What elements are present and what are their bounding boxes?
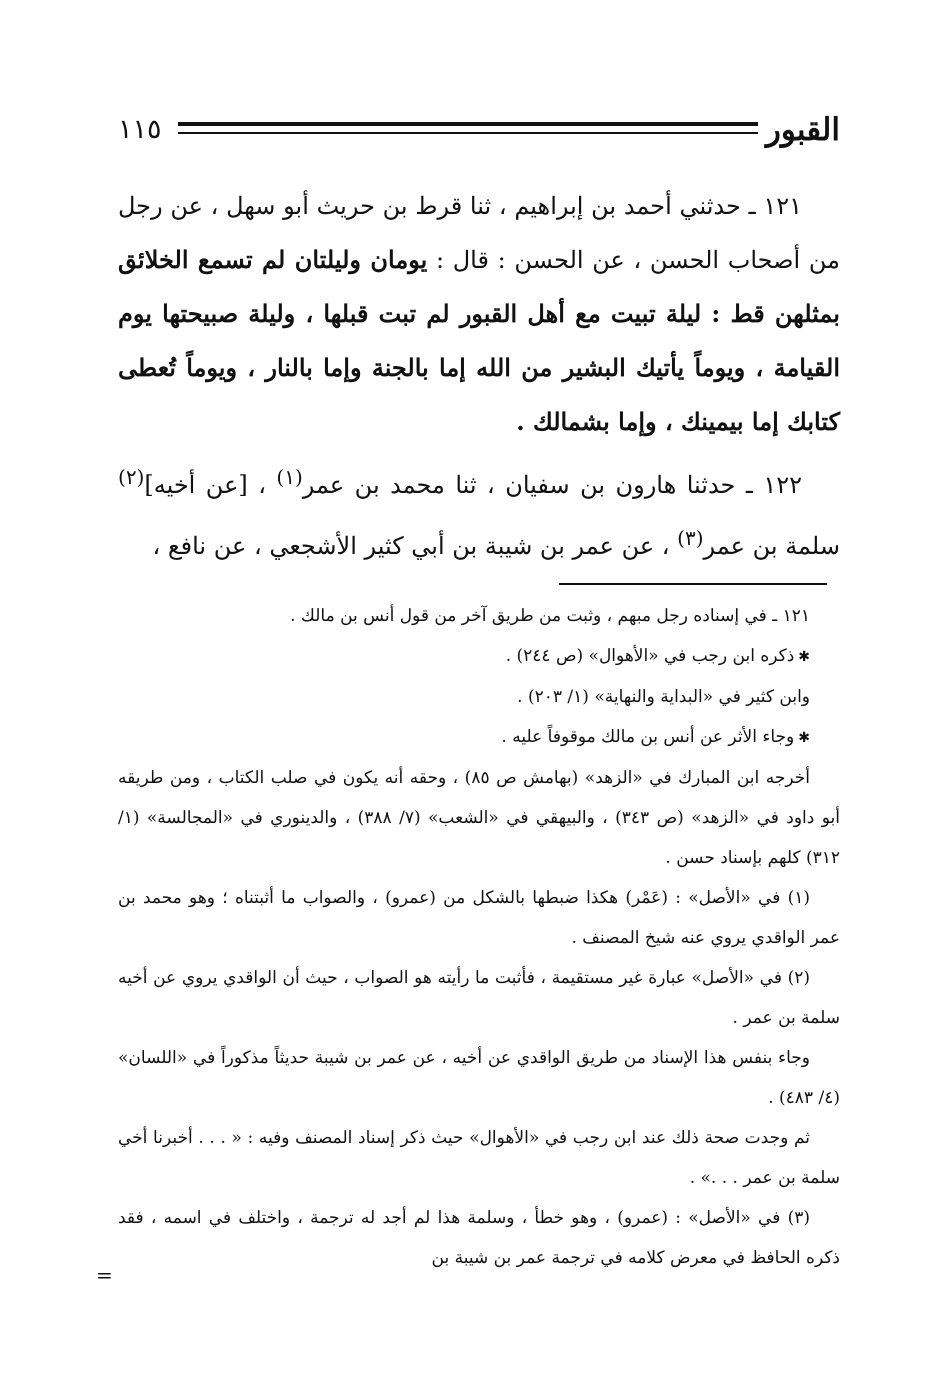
footnote-3: (٣) في «الأصل» : (عمرو) ، وهو خطأ ، وسلمة هذا لم أجد له ترجمة ، واختلف في اسمه ، فقد ذكره الحافظ في معرض كلامه في ترجمة عمر بن شيبة بن [118, 1208, 840, 1268]
footnote-star-2: ✱وجاء الأثر عن أنس بن مالك موقوفاً عليه . [501, 727, 810, 747]
footnote-line: ثم وجدت صحة ذلك عند ابن رجب في «الأهوال» حيث ذكر إسناد المصنف وفيه : « . . . أخبرنا أخي سلمة بن عمر . . .» . [118, 1128, 840, 1188]
footnote-separator [559, 583, 827, 585]
hadith-122-part-c: سلمة بن عمر [703, 532, 840, 560]
hadith-121 [118, 180, 840, 449]
hadith-121-chain: ١٢١ ـ حدثني أحمد بن إبراهيم ، ثنا قرط بن حريث أبو سهل ، عن رجل من أصحاب الحسن ، عن الحسن : قال : [118, 192, 841, 274]
running-title: القبور [765, 112, 840, 148]
main-text [118, 180, 840, 575]
continuation-mark: = [96, 1263, 113, 1287]
footnote-marker-1: (١) [276, 465, 303, 489]
footnotes [118, 596, 840, 1278]
hadith-122-part-d: ، عن عمر بن شيبة بن أبي كثير الأشجعي ، عن نافع ، [152, 532, 678, 560]
header-rule [178, 122, 758, 134]
hadith-122-part-a: ١٢٢ ـ حدثنا هارون بن سفيان ، ثنا محمد بن عمر [302, 471, 803, 499]
hadith-121-text: يومان وليلتان لم تسمع الخلائق بمثلهن قط : ليلة تبيت مع أهل القبور لم تبت قبلها ، وليلة صبيحتها يوم القيامة ، ويوماً يأتيك البشير من الله إما بالجنة وإما بالنار ، ويوماً تُعطى كتابك إما بيمينك ، وإما بشمالك . [118, 245, 840, 436]
footnote-121: ١٢١ ـ في إسناده رجل مبهم ، وثبت من طريق آخر من قول أنس بن مالك . [290, 606, 810, 626]
footnote-line: وابن كثير في «البداية والنهاية» (١/ ٢٠٣) . [517, 687, 810, 707]
footnote-star-1: ✱ذكره ابن رجب في «الأهوال» (ص ٢٤٤) . [505, 646, 810, 666]
footnote-marker-3: (٣) [677, 526, 704, 550]
star-icon: ✱ [798, 649, 810, 665]
footnote-marker-2: (٢) [118, 465, 145, 489]
page-header [118, 108, 840, 158]
star-icon: ✱ [798, 730, 810, 746]
footnote-line: وجاء بنفس هذا الإسناد من طريق الواقدي عن أخيه ، عن عمر بن شيبة حديثاً مذكوراً في «اللسان» (٤/ ٤٨٣) . [118, 1048, 840, 1108]
footnote-1: (١) في «الأصل» : (عَمْر) هكذا ضبطها بالشكل من (عمرو) ، والصواب ما أثبتناه ؛ وهو محمد بن عمر الواقدي يروي عنه شيخ المصنف . [118, 888, 840, 948]
footnote-2: (٢) في «الأصل» عبارة غير مستقيمة ، فأثبت ما رأيته هو الصواب ، حيث أن الواقدي يروي عن أخيه سلمة بن عمر . [118, 968, 840, 1028]
page-number: ١١٥ [118, 114, 162, 145]
hadith-122-part-b: ، [عن أخيه] [144, 471, 277, 499]
hadith-122 [118, 451, 840, 573]
footnote-line: أخرجه ابن المبارك في «الزهد» (بهامش ص ٨٥) ، وحقه أنه يكون في صلب الكتاب ، ومن طريقه أبو داود في «الزهد» (ص ٣٤٣) ، والبيهقي في «الشعب» (٧/ ٣٨٨) ، والدينوري في «المجالسة» (١/ ٣١٢) كلهم بإسناد حسن . [118, 768, 840, 868]
